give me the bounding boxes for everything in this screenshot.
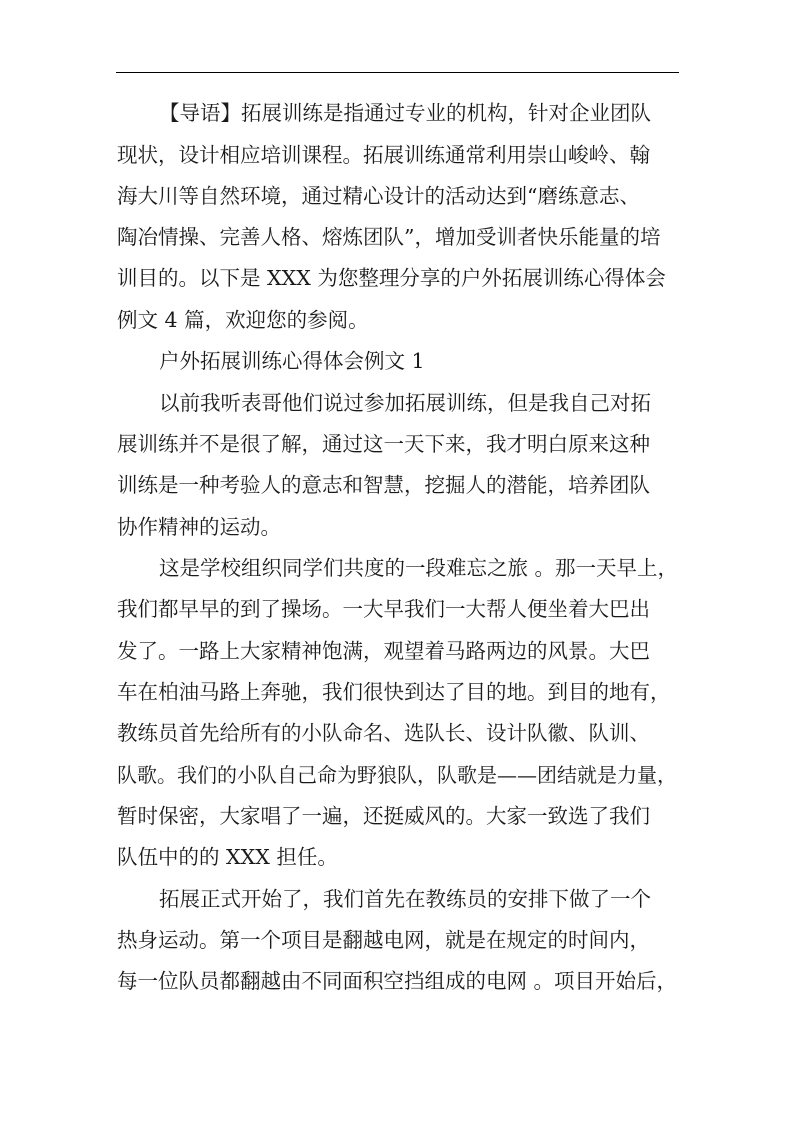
para2-line-4: 车在柏油马路上奔驰，我们很快到达了目的地。到目的地有， <box>117 680 671 704</box>
para3-line-2: 热身运动。第一个项目是翻越电网，就是在规定的时间内， <box>117 928 650 952</box>
para2-line-2: 我们都早早的到了操场。一大早我们一大帮人便坐着大巴出 <box>117 597 650 621</box>
intro-line-5: 训目的。以下是 XXX 为您整理分享的户外拓展训练心得体会 <box>117 266 666 290</box>
header-rule <box>116 72 679 73</box>
para2-line-8: 队伍中的的 XXX 担任。 <box>117 845 338 869</box>
para2-line-1: 这是学校组织同学们共度的一段难忘之旅 。那一天早上， <box>159 556 679 580</box>
para2-line-5: 教练员首先给所有的小队命名、选队长、设计队徽、队训、 <box>117 721 650 745</box>
intro-line-6: 例文 4 篇，欢迎您的参阅。 <box>117 308 369 332</box>
para3-line-1: 拓展正式开始了，我们首先在教练员的安排下做了一个 <box>159 887 651 911</box>
section-heading: 户外拓展训练心得体会例文 1 <box>159 349 425 373</box>
intro-line-3: 海大川等自然环境，通过精心设计的活动达到“磨练意志、 <box>117 184 640 208</box>
para1-line-2: 展训练并不是很了解，通过这一天下来，我才明白原来这种 <box>117 432 650 456</box>
para3-line-3: 每一位队员都翻越由不同面积空挡组成的电网 。项目开始后， <box>117 969 678 993</box>
para2-line-7: 暂时保密，大家唱了一遍，还挺威风的。大家一致选了我们 <box>117 804 650 828</box>
para2-line-3: 发了。一路上大家精神饱满，观望着马路两边的风景。大巴 <box>117 639 650 663</box>
intro-line-2: 现状，设计相应培训课程。拓展训练通常利用崇山峻岭、翰 <box>117 143 650 167</box>
para1-line-1: 以前我听表哥他们说过参加拓展训练，但是我自己对拓 <box>159 391 651 415</box>
intro-line-4: 陶冶情操、完善人格、熔炼团队”，增加受训者快乐能量的培 <box>117 225 661 249</box>
para1-line-4: 协作精神的运动。 <box>117 515 281 539</box>
para2-line-6: 队歌。我们的小队自己命为野狼队，队歌是——团结就是力量， <box>117 763 677 787</box>
para1-line-3: 训练是一种考验人的意志和智慧，挖掘人的潜能，培养团队 <box>117 473 650 497</box>
intro-line-1: 【导语】拓展训练是指通过专业的机构，针对企业团队 <box>159 101 651 125</box>
